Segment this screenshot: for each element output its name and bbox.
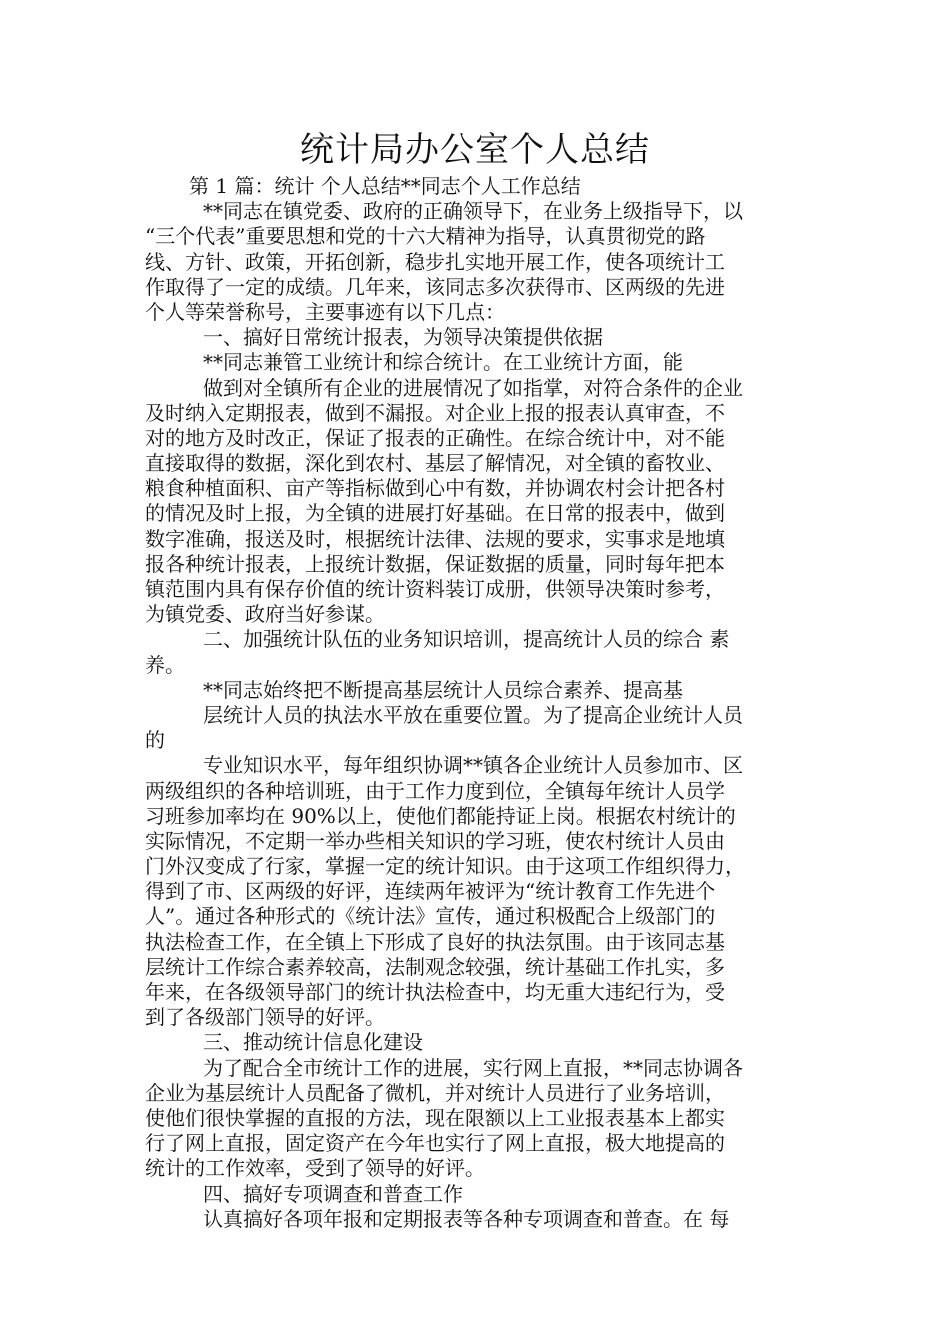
text-line: **同志在镇党委、政府的正确领导下，在业务上级指导下，以 — [203, 199, 743, 224]
text-line: 为镇党委、政府当好参谋。 — [145, 602, 385, 627]
text-line: 统计的工作效率，受到了领导的好评。 — [145, 1156, 485, 1181]
text-line: 个人等荣誉称号，主要事迹有以下几点： — [145, 299, 505, 324]
text-line: 数字准确，报送及时，根据统计法律、法规的要求，实事求是地填 — [145, 526, 725, 551]
text-line: 四、搞好专项调查和普查工作 — [203, 1181, 463, 1206]
text-line: 一、搞好日常统计报表，为领导决策提供依据 — [203, 325, 603, 350]
text-line: 第 1 篇：统计 个人总结**同志个人工作总结 — [189, 174, 581, 198]
text-line: “三个代表”重要思想和党的十六大精神为指导，认真贯彻党的路 — [145, 224, 706, 249]
text-line: 层统计工作综合素养较高，法制观念较强，统计基础工作扎实，多 — [145, 954, 725, 979]
text-line: 习班参加率均在 90%以上，使他们都能持证上岗。根据农村统计的 — [145, 803, 736, 828]
text-line: 门外汉变成了行家，掌握一定的统计知识。由于这项工作组织得力， — [145, 854, 745, 879]
text-line: 为了配合全市统计工作的进展，实行网上直报，**同志协调各 — [203, 1055, 743, 1080]
text-line: 年来，在各级领导部门的统计执法检查中，均无重大违纪行为，受 — [145, 980, 725, 1004]
text-line: **同志始终把不断提高基层统计人员综合素养、提高基 — [203, 677, 683, 702]
text-line: 及时纳入定期报表，做到不漏报。对企业上报的报表认真审查，不 — [145, 400, 725, 425]
text-line: 直接取得的数据，深化到农村、基层了解情况，对全镇的畜牧业、 — [145, 451, 725, 476]
text-line: 执法检查工作，在全镇上下形成了良好的执法氛围。由于该同志基 — [145, 929, 725, 954]
text-line: 的情况及时上报，为全镇的进展打好基础。在日常的报表中，做到 — [145, 501, 725, 526]
text-line: 人”。通过各种形式的《统计法》宣传，通过积极配合上级部门的 — [145, 904, 716, 929]
text-line: 使他们很快掌握的直报的方法，现在限额以上工业报表基本上都实 — [145, 1105, 725, 1130]
text-line: 的 — [145, 728, 165, 753]
text-line: 得到了市、区两级的好评，连续两年被评为“统计教育工作先进个 — [145, 879, 716, 904]
text-line: 镇范围内具有保存价值的统计资料装订成册，供领导决策时参考， — [145, 577, 725, 601]
text-line: 做到对全镇所有企业的进展情况了如指掌，对符合条件的企业 — [203, 375, 743, 400]
text-line: 专业知识水平，每年组织协调**镇各企业统计人员参加市、区 — [203, 753, 743, 778]
text-line: 三、推动统计信息化建设 — [203, 1030, 423, 1055]
text-line: 养。 — [145, 652, 185, 677]
text-line: 层统计人员的执法水平放在重要位置。为了提高企业统计人员 — [203, 702, 743, 727]
text-line: 企业为基层统计人员配备了微机，并对统计人员进行了业务培训， — [145, 1080, 725, 1105]
text-line: 对的地方及时改正，保证了报表的正确性。在综合统计中，对不能 — [145, 425, 725, 450]
text-line: **同志兼管工业统计和综合统计。在工业统计方面，能 — [203, 350, 683, 375]
document-title: 统计局办公室个人总结 — [300, 130, 650, 170]
document-body — [145, 174, 810, 1232]
text-line: 线、方针、政策，开拓创新，稳步扎实地开展工作，使各项统计工 — [145, 249, 725, 274]
text-line: 两级组织的各种培训班，由于工作力度到位，全镇每年统计人员学 — [145, 778, 725, 803]
text-line: 行了网上直报，固定资产在今年也实行了网上直报，极大地提高的 — [145, 1131, 725, 1156]
text-line: 二、加强统计队伍的业务知识培训，提高统计人员的综合 素 — [203, 627, 730, 652]
text-line: 到了各级部门领导的好评。 — [145, 1005, 385, 1030]
text-line: 作取得了一定的成绩。几年来，该同志多次获得市、区两级的先进 — [145, 274, 725, 299]
text-line: 实际情况，不定期一举办些相关知识的学习班，使农村统计人员由 — [145, 828, 725, 853]
text-line: 认真搞好各项年报和定期报表等各种专项调查和普查。在 每 — [203, 1206, 730, 1231]
text-line: 报各种统计报表，上报统计数据，保证数据的质量，同时每年把本 — [145, 551, 725, 576]
text-line: 粮食种植面积、亩产等指标做到心中有数，并协调农村会计把各村 — [145, 476, 725, 501]
